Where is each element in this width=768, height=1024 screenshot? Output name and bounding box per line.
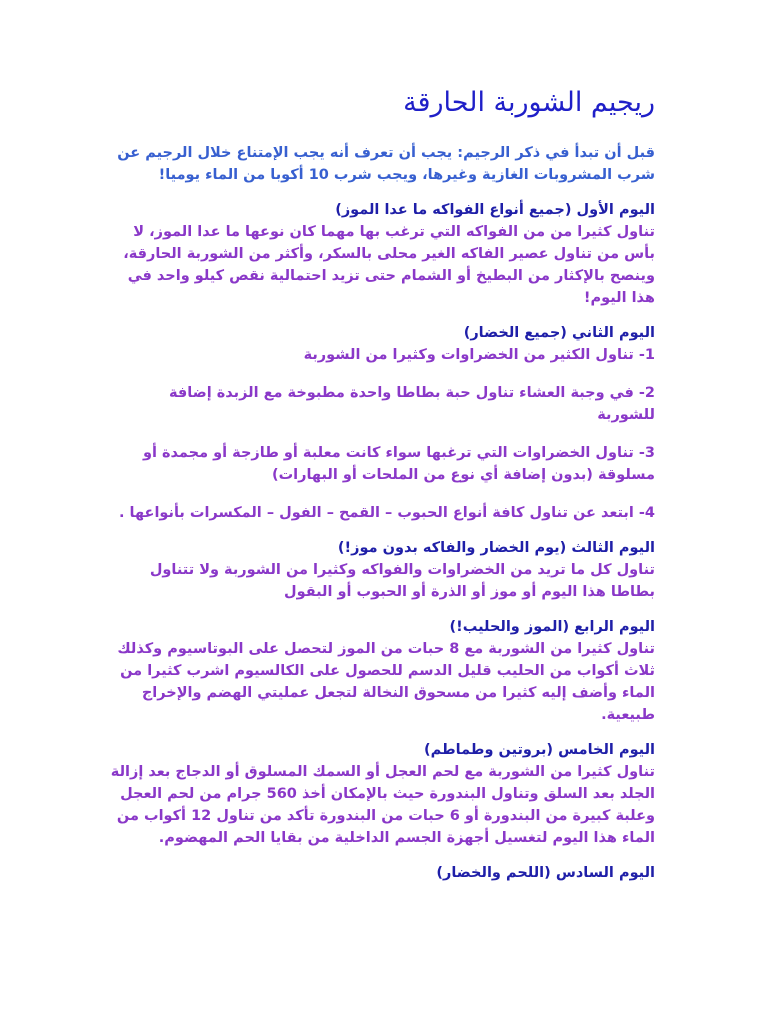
day-heading (110, 538, 655, 559)
day-heading-label: اليوم الرابع (574, 619, 655, 635)
list-item: 3- تناول الخضراوات التي ترغبها سواء كانت معلبة أو طازجة أو مجمدة أو مسلوقة (بدون إضافة أي نوع من الملحات أو البهارات) (142, 445, 655, 483)
day-heading (110, 740, 655, 761)
day-heading-label: اليوم السادس (555, 865, 655, 881)
day-section-5 (110, 740, 655, 849)
list-item: 4- ابتعد عن تناول كافة أنواع الحبوب – القمح – الفول – المكسرات بأنواعها . (118, 505, 655, 521)
list-item: 2- في وجبة العشاء تناول حبة بطاطا واحدة مطبوخة مع الزبدة إضافة للشوربة (168, 385, 655, 423)
day-heading (110, 863, 655, 884)
day-text: تناول كل ما تريد من الخضراوات والفواكه وكثيرا من الشوربة ولا تتناول بطاطا هذا اليوم أو موز أو الذرة أو الحبوب أو البقول (149, 562, 655, 600)
day-heading-label: اليوم الخامس (558, 742, 655, 758)
day-heading-note: (جميع الخضار) (463, 325, 567, 341)
day-heading-note: (الموز والحليب!) (449, 619, 570, 635)
day-text: تناول كثيرا من من الفواكه التي ترغب بها مهما كان نوعها ما عدا الموز، لا بأس من تناول عصير الفاكه الغير محلى بالسكر، وأكثر من الشوربة الحارقة، وينصح بالإكثار من البطيخ أو الشمام حتى تزيد احتمالية نقص كيلو واحد في هذا اليوم! (123, 224, 655, 306)
day-heading (110, 323, 655, 344)
day-text: تناول كثيرا من الشوربة مع لحم العجل أو السمك المسلوق أو الدجاج بعد إزالة الجلد بعد السلق وتناول البندورة حيث بالإمكان أخذ 560 جرام من لحم العجل وعلبة كبيرة من البندورة أو 6 حبات من البندورة تأكد من تناول 12 أكواب من الماء هذا اليوم لتغسيل أجهزة الجسم الداخلية من بقايا الحم المهضوم. (110, 764, 655, 846)
day-heading-note: (اللحم والخضار) (436, 865, 551, 881)
day-heading-note: (يوم الخضار والفاكه بدون موز!) (337, 540, 567, 556)
document-page (110, 84, 655, 898)
page-title: ريجيم الشوربة الحارقة (403, 87, 655, 118)
day-heading-note: (جميع أنواع الفواكه ما عدا الموز) (335, 202, 572, 218)
day-heading (110, 200, 655, 221)
day-section-2 (110, 323, 655, 524)
day-heading (110, 617, 655, 638)
day-text: تناول كثيرا من الشوربة مع 8 حبات من الموز لتحصل على البوتاسيوم وكذلك ثلاث أكواب من الحليب قليل الدسم للحصول على الكالسيوم اشرب كثيرا من الماء وأضف إليه كثيرا من مسحوق النخالة لتجعل عمليتي الهضم والإخراج طبيعية. (117, 641, 655, 723)
day-heading-label: اليوم الثالث (571, 540, 655, 556)
day-heading-label: اليوم الأول (576, 202, 655, 218)
intro-paragraph: قبل أن تبدأ في ذكر الرجيم: يجب أن تعرف أنه يجب الإمتناع خلال الرجيم عن شرب المشروبات الغازية وغيرها، ويجب شرب 10 أكوبا من الماء يوميا! (117, 145, 655, 183)
day-section-3 (110, 538, 655, 603)
day-section-6 (110, 863, 655, 884)
day-heading-note: (بروتين وطماطم) (423, 742, 554, 758)
day-heading-label: اليوم الثاني (572, 325, 655, 341)
day-section-4 (110, 617, 655, 726)
day-section-1 (110, 200, 655, 309)
list-item: 1- تناول الكثير من الخضراوات وكثيرا من الشوربة (303, 347, 655, 363)
